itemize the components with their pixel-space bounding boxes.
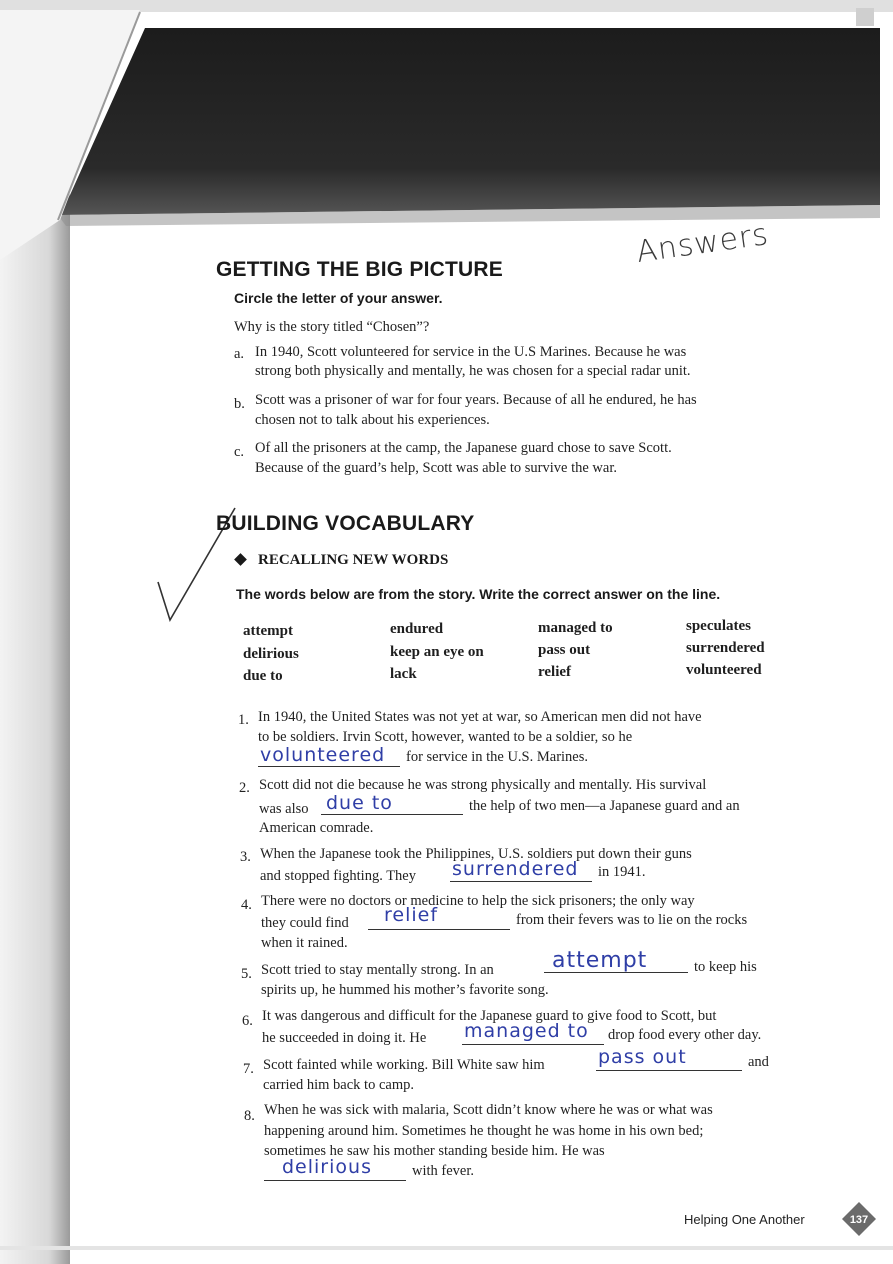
word-bank-item: relief bbox=[538, 664, 572, 680]
item-number: 6. bbox=[242, 1013, 253, 1029]
handwritten-answer: volunteered bbox=[260, 744, 386, 766]
page-number-badge-icon bbox=[842, 1202, 876, 1236]
item-number: 2. bbox=[239, 780, 250, 796]
word-bank-item: pass out bbox=[538, 642, 591, 658]
handwritten-answer: surrendered bbox=[452, 858, 579, 880]
word-bank-item: volunteered bbox=[686, 662, 762, 678]
option-text: strong both physically and mentally, he was chosen for a special radar unit. bbox=[255, 363, 691, 379]
item-text: carried him back to camp. bbox=[263, 1077, 414, 1093]
handwritten-answer: due to bbox=[326, 792, 393, 814]
option-text: Of all the prisoners at the camp, the Japanese guard chose to save Scott. bbox=[255, 440, 672, 456]
item-text: Scott tried to stay mentally strong. In an bbox=[261, 962, 494, 978]
option-text: Because of the guard’s help, Scott was able to survive the war. bbox=[255, 460, 617, 476]
word-bank-item: speculates bbox=[686, 618, 751, 634]
item-text: from their fevers was to lie on the rocks bbox=[516, 912, 748, 928]
word-bank-item: due to bbox=[243, 668, 283, 684]
item-text: When the Japanese took the Philippines, U.S. soldiers put down their guns bbox=[260, 846, 692, 862]
item-text: and bbox=[748, 1054, 769, 1070]
item-text: sometimes he saw his mother standing beside him. He was bbox=[264, 1143, 605, 1159]
option-letter: c. bbox=[234, 444, 245, 460]
item-number: 8. bbox=[244, 1108, 255, 1124]
item-text: to be soldiers. Irvin Scott, however, wanted to be a soldier, so he bbox=[258, 729, 633, 745]
item-number: 3. bbox=[240, 849, 251, 865]
item-text: with fever. bbox=[412, 1163, 475, 1179]
item-text: It was dangerous and difficult for the Japanese guard to give food to Scott, but bbox=[262, 1008, 717, 1024]
item-number: 5. bbox=[241, 966, 252, 982]
handwritten-answer: managed to bbox=[464, 1020, 589, 1042]
item-text: happening around him. Sometimes he thought he was home in his own bed; bbox=[264, 1123, 704, 1139]
option-letter: a. bbox=[234, 346, 245, 362]
section2-subtitle: RECALLING NEW WORDS bbox=[258, 552, 449, 568]
option-text: chosen not to talk about his experiences. bbox=[255, 412, 490, 428]
item-text: was also bbox=[259, 801, 309, 817]
section1-instruction: Circle the letter of your answer. bbox=[234, 290, 443, 306]
item-text: when it rained. bbox=[261, 935, 348, 951]
item-text: in 1941. bbox=[598, 864, 646, 880]
item-text: Scott did not die because he was strong physically and mentally. His survival bbox=[259, 777, 707, 793]
item-text: and stopped fighting. They bbox=[260, 868, 416, 884]
word-bank-item: managed to bbox=[538, 620, 613, 636]
word-bank-item: keep an eye on bbox=[390, 644, 484, 660]
section-title-vocabulary: BUILDING VOCABULARY bbox=[216, 512, 475, 535]
item-text: to keep his bbox=[694, 959, 757, 975]
option-text: In 1940, Scott volunteered for service in the U.S Marines. Because he was bbox=[255, 344, 687, 360]
section-title-big-picture: GETTING THE BIG PICTURE bbox=[216, 258, 503, 281]
handwritten-answer: attempt bbox=[552, 948, 648, 973]
word-bank-item: lack bbox=[390, 666, 417, 682]
item-text: There were no doctors or medicine to help the sick prisoners; the only way bbox=[261, 893, 695, 909]
item-text: the help of two men—a Japanese guard and an bbox=[469, 798, 740, 814]
page-number: 137 bbox=[849, 1214, 869, 1226]
item-text: In 1940, the United States was not yet at war, so American men did not have bbox=[258, 709, 702, 725]
option-letter: b. bbox=[234, 396, 245, 412]
section1-question: Why is the story titled “Chosen”? bbox=[234, 319, 430, 335]
item-text: they could find bbox=[261, 915, 349, 931]
item-text: drop food every other day. bbox=[608, 1027, 762, 1043]
handwritten-answers-note: Answers bbox=[634, 216, 771, 271]
word-bank-item: attempt bbox=[243, 623, 293, 639]
item-text: When he was sick with malaria, Scott didn’t know where he was or what was bbox=[264, 1102, 713, 1118]
item-text: Scott fainted while working. Bill White saw him bbox=[263, 1057, 545, 1073]
section2-instruction: The words below are from the story. Write the correct answer on the line. bbox=[236, 586, 721, 602]
item-number: 4. bbox=[241, 897, 252, 913]
handwritten-answer: relief bbox=[384, 904, 439, 926]
item-text: he succeeded in doing it. He bbox=[262, 1030, 427, 1046]
word-bank-item: endured bbox=[390, 621, 444, 637]
handwritten-answer: delirious bbox=[282, 1156, 372, 1178]
word-bank-item: surrendered bbox=[686, 640, 765, 656]
item-number: 7. bbox=[243, 1061, 254, 1077]
item-number: 1. bbox=[238, 712, 249, 728]
footer-chapter-title: Helping One Another bbox=[684, 1212, 805, 1227]
handwritten-answer: pass out bbox=[598, 1046, 687, 1068]
word-bank-item: delirious bbox=[243, 646, 299, 662]
item-text: for service in the U.S. Marines. bbox=[406, 749, 589, 765]
item-text: American comrade. bbox=[259, 820, 374, 836]
item-text: spirits up, he hummed his mother’s favorite song. bbox=[261, 982, 549, 998]
option-text: Scott was a prisoner of war for four years. Because of all he endured, he has bbox=[255, 392, 697, 408]
